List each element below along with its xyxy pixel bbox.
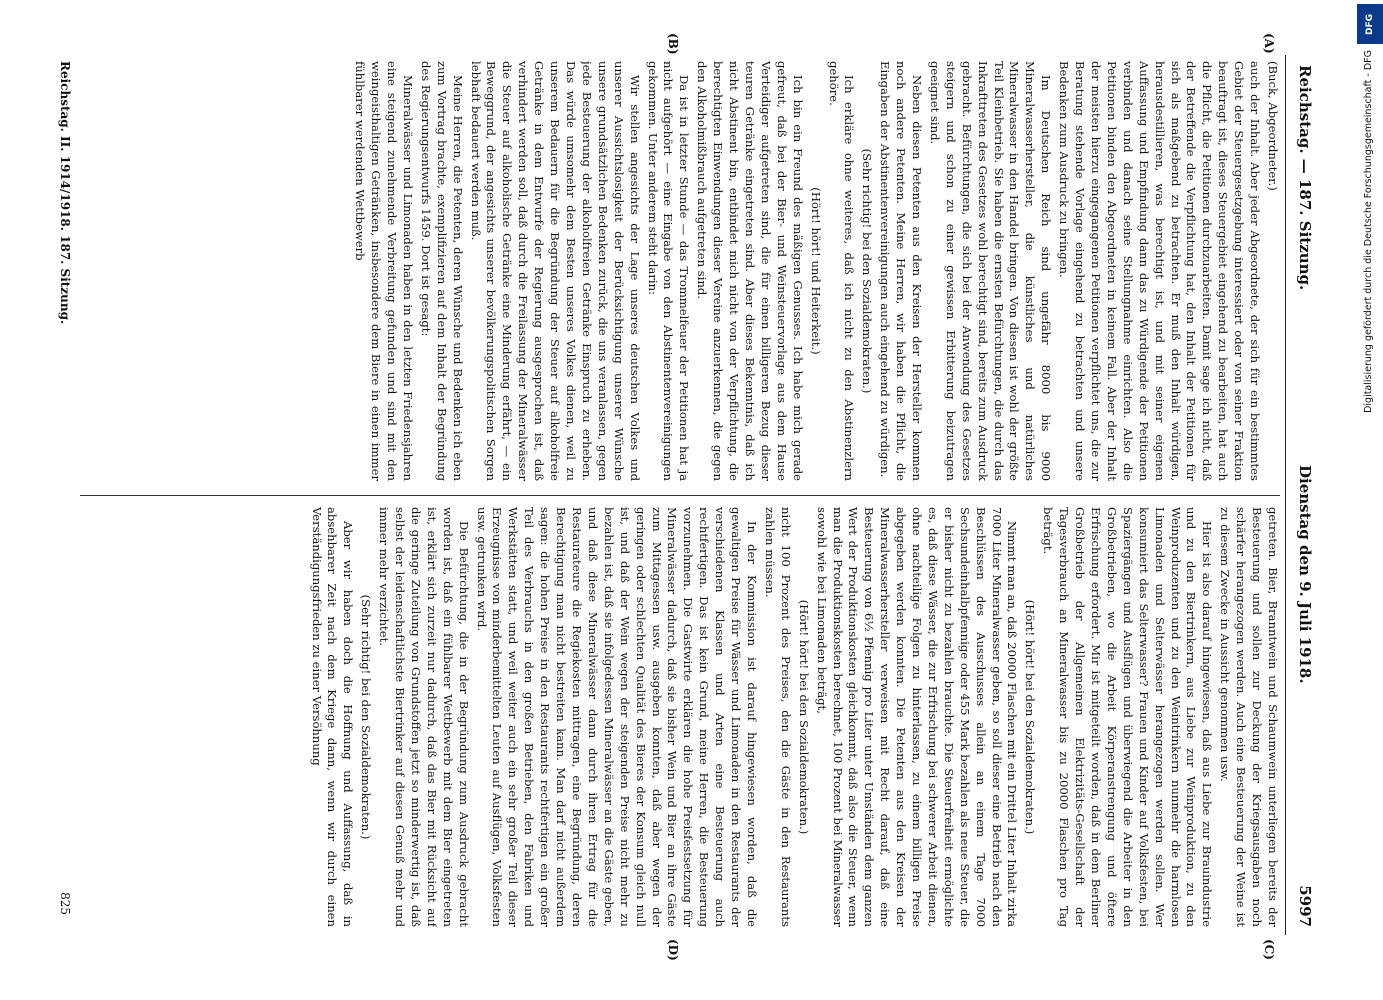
right-column-paragraph: Aber wir haben doch die Hoffnung und Auffassung, daß in absehbarer Zeit nach dem Kriege dann, wenn wir durch einen Verständigungsfrieden zu einer Versöhnung [309,507,356,927]
right-column [80,507,1280,927]
header-page-number: 5997 [1296,885,1314,927]
right-column-paragraph: In der Kommission ist darauf hingewiesen worden, daß die gewaltigen Preise für Wässer und Limonaden in den Restaurants der verschiedenen Klassen und Arten eine Besteuerung auch rechtfertigen. Das ist kein Grund, meine Herren, die Besteuerung vorzunehmen. Die Gastwirte erklären die hohe Preisfestsetzung für Mineralwässer dadurch, daß sie bisher Wein und Bier an ihre Gäste zum Mittagessen usw. ausgeben konnten, daß aber wegen der geringen oder schlechten Qualität des Bieres der Konsum gleich null ist, und daß der Wein wegen der steigenden Preise nicht mehr zu bezahlen ist, daß sie infolgedessen Mineralwässer an die Gäste geben, und daß diese Mineralwässer dann durch ihren Ertrag für die Restaurateure die Regiekosten mittragen, eine Begründung, deren Berechtigung man nicht bestreiten kann. Man darf nicht außerdem sagen: die hohen Preise in den Restaurants rechtfertigen ein großer Teil des Verbrauchs in den großen Betrieben, den Fabriken und Werkstätten statt, und weil weiter auch ein sehr großer Teil dieser Erzeugnisse von minderbemittelten Leuten auf Ausflügen, Volksfesten usw. getrunken wird. [474,507,759,927]
left-column-paragraph: Da ist in letzter Stunde — das Trommelfeuer der Petitionen hat ja nicht aufgehört — eine Eingabe von den Abstinentenvereinigungen gekommen. Unter anderem steht darin: [645,61,692,481]
margin-marker-a: (A) [1262,33,1276,54]
left-column-paragraph: Wir stellen angesichts der Lage unseres deutschen Volkes und unserer Aussichtslosigkeit der Berücksichtigung unserer Wünsche unsere grundsätzlichen Bedenken zurück, die uns veranlassen, gegen jede Besteuerung der alkoholfreien Getränke Einspruch zu erheben. Das würde umsomehr dem Besten unseres Volkes dienen, weil zu unserem Bedauern für die Begründung der Steuer auf alkoholfreie Getränke in dem Entwurfe der Regierung ausgesprochen ist, daß verhindert werden soll, daß durch die Freilassung der Mineralwässer die Steuer auf alkoholische Getränke eine Minderung erfährt, — ein Beweggrund, der angesichts unserer bevölkerungspolitischen Sorgen lebhaft bedauert werden muß. [468,61,642,481]
left-column-paragraph: Ich bin ein Freund des mäßigen Genusses. Ich habe mich gerade gefreut, daß bei der Bier- und Weinsteuervorlage aus dem Hause Verteidiger aufgetreten sind, die für einen billigeren Bezug dieser teuren Getränke eingetreten sind. Aber dieses Bekenntnis, daß ich nicht Abstinent bin, entbindet mich nicht von der Verpflichtung, die berechtigten Einwendungen dieser Vereine anzuerkennen, die gegen den Alkoholmißbrauch aufgetreten sind. [695,61,805,481]
column-divider [80,495,1280,496]
left-column-paragraph: Meine Herren, die Petenten, deren Wünsche und Bedenken ich eben zum Vortrag brachte, exemplifizieren auf dem Inhalt der Begründung des Regierungsentwurfs 1459. Dort ist gesagt: [418,61,465,481]
margin-marker-d: (D) [666,939,680,961]
left-column-paragraph: auch der Inhalt. Aber jeder Abgeordnete, der sich für ein bestimmtes Gebiet der Steuergesetzgebung interessiert oder von seiner Fraktion beauftragt ist, dieses Steuergebiet eingehend zu bearbeiten, hat auch die Pflicht, die Petitionen durchzuarbeiten. Damit sage ich nicht, daß der Betreffende die Verpflichtung hat, den Inhalt der Petitionen für sich als maßgebend zu betrachten. Er muß den Inhalt würdigen, herausdestillieren, was berechtigt ist, und mit seiner eigenen Auffassung und Empfindung dann das zu Würdigende der Petitionen verbinden und danach seine Stellungnahme einrichten. Also die Petitionen binden den Abgeordneten in keinem Fall. Aber der Inhalt der meisten hierzu eingegangenen Petitionen verpflichtet uns, die zur Beratung stehende Vorlage eingehend zu betrachten und unsere Bedenken zum Ausdruck zu bringen. [1057,61,1263,481]
page-header [1285,55,1320,935]
right-column-paragraph: (Hört! hört! bei den Sozialdemokraten.) [796,599,811,835]
page-footer: Reichstag. II. 1914/1918. 187. Sitzung. [58,61,72,325]
left-column-paragraph: Ich erkläre ohne weiteres, daß ich nicht zu den Abstinenzlern gehöre. [826,61,857,481]
right-column-paragraph: getreten. Bier, Branntwein und Schaumwein unterliegen bereits der Besteuerung und sollen zur Deckung der Kriegsausgaben noch schärfer herangezogen werden. Auch eine Besteuerung der Weine ist zu diesem Zwecke in Aussicht genommen usw. [1218,507,1280,927]
right-column-paragraph: nicht 100 Prozent des Preises, den die Gäste in den Restaurants zahlen müssen. [762,507,793,927]
header-date: Dienstag den 9. Juli 1918. [1296,465,1314,684]
left-column-paragraph: Neben diesen Petenten aus den Kreisen der Hersteller kommen noch andere Petenten. Meine Herren, wir haben die Pflicht, die Eingaben der Abstinentenvereinigungen auch eingehend zu würdigen. [878,61,925,481]
right-column-paragraph: Nimmt man an, daß 20000 Flaschen mit ein Drittel Liter Inhalt zirka 7000 Liter Mineralwasser geben, so soll dieser eine Betrieb nach den Beschlüssen des Ausschusses allein an einem Tage 7000 Sechsundeinhalbpfennige oder 455 Mark bezahlen als neue Steuer, die er bisher nicht zu bezahlen brauchte. Die Steuerfreiheit ermöglichte es, daß diese Wässer, die zur Erfrischung bei schwerer Arbeit dienen, ohne nachteilige Folgen zu hinterlassen, zu einem billigen Preise abgegeben werden konnten. Die Petenten aus den Kreisen der Mineralwasserhersteller verweisen mit Recht darauf, daß eine Besteuerung von 6½ Pfennig pro Liter unter Umständen dem ganzen Wert der Produktionskosten gleichkommt, daß also die Steuer, wenn man die Produktionskosten berechnet, 100 Prozent bei Mineralwasser sowohl wie bei Limonaden beträgt, [814,507,1020,927]
document-page [50,33,1320,961]
right-column-paragraph: (Sehr richtig! bei den Sozialdemokraten.) [359,594,374,840]
right-column-paragraph: Hier ist also darauf hingewiesen, daß aus Liebe zur Brauindustrie und zu den Biertrinkern, aus Liebe zur Weinproduktion, zu den Weinproduzenten und zu den Weintrinkern nunmehr die harmlosen Limonaden und Selterwässer herangezogen werden sollen. Wer konsumiert das Selterwasser? Frauen und Kinder auf Volksfesten, bei Spaziergängen und Ausflügen und überwiegend die Arbeiter in den Großbetrieben, wo die Arbeit Körperanstrengung und öftere Erfrischung erfordert. Mir ist mitgeteilt worden, daß in dem Berliner Großbetrieb der Allgemeinen Elektrizitäts-Gesellschaft der Tagesverbrauch an Mineralwasser bis zu 20000 Flaschen pro Tag beträgt. [1041,507,1215,927]
margin-marker-c: (C) [1262,939,1276,960]
digitization-credit: Digitalisierung gefördert durch die Deutsche Forschungsgemeinschaft - DFG [1363,50,1374,413]
left-column-paragraph: Mineralwässer und Limonaden haben in den letzten Friedensjahren eine steigend zunehmende Verbreitung gefunden und sind mit den weingeisthaltigen Getränken, insbesondere dem Biere in einen immer fühlbarer werdenden Wettbewerb [353,61,415,481]
margin-marker-b: (B) [666,33,680,55]
left-column-paragraph: Im Deutschen Reich sind ungefähr 8000 bis 9000 Mineralwasserhersteller, die künstliches und natürliches Mineralwasser in den Handel bringen. Von diesen ist wohl der größte Teil Kleinbetrieb. Sie haben die ernsten Befürchtungen, die durch das Inkrafttreten des Gesetzes wohl berechtigt sind, bereits zum Ausdruck gebracht. Befürchtungen, die sich bei der Anwendung des Gesetzes steigern und schon zu einer gewissen Erbitterung beizutragen geeignet sind. [927,61,1054,481]
header-session: Reichstag. — 187. Sitzung. [1296,65,1314,291]
left-column-paragraph: (Buck, Abgeordneter.) [1266,61,1280,191]
dfg-logo: DFG [1357,4,1383,44]
footer-page-number: 825 [58,892,72,915]
left-column-paragraph: (Hört! hört! und Heiterkeit.) [808,187,823,355]
right-column-paragraph: Die Befürchtung, die in der Begründung zum Ausdruck gebracht worden ist, daß ein fühlbarer Wettbewerb mit dem Bier eingetreten ist, erklärt sich zurzeit nur dadurch, daß das Bier mit Rücksicht auf die geringe Zuteilung von Grundstoffen jetzt so minderwertig ist, daß selbst der leidenschaftlichste Biertrinker auf diesen Genuß mehr und immer mehr verzichtet. [377,507,471,927]
left-column-paragraph: (Sehr richtig! bei den Sozialdemokraten.) [860,148,875,394]
right-column-paragraph: (Hört! hört! bei den Sozialdemokraten.) [1023,599,1038,835]
left-column [80,61,1280,481]
